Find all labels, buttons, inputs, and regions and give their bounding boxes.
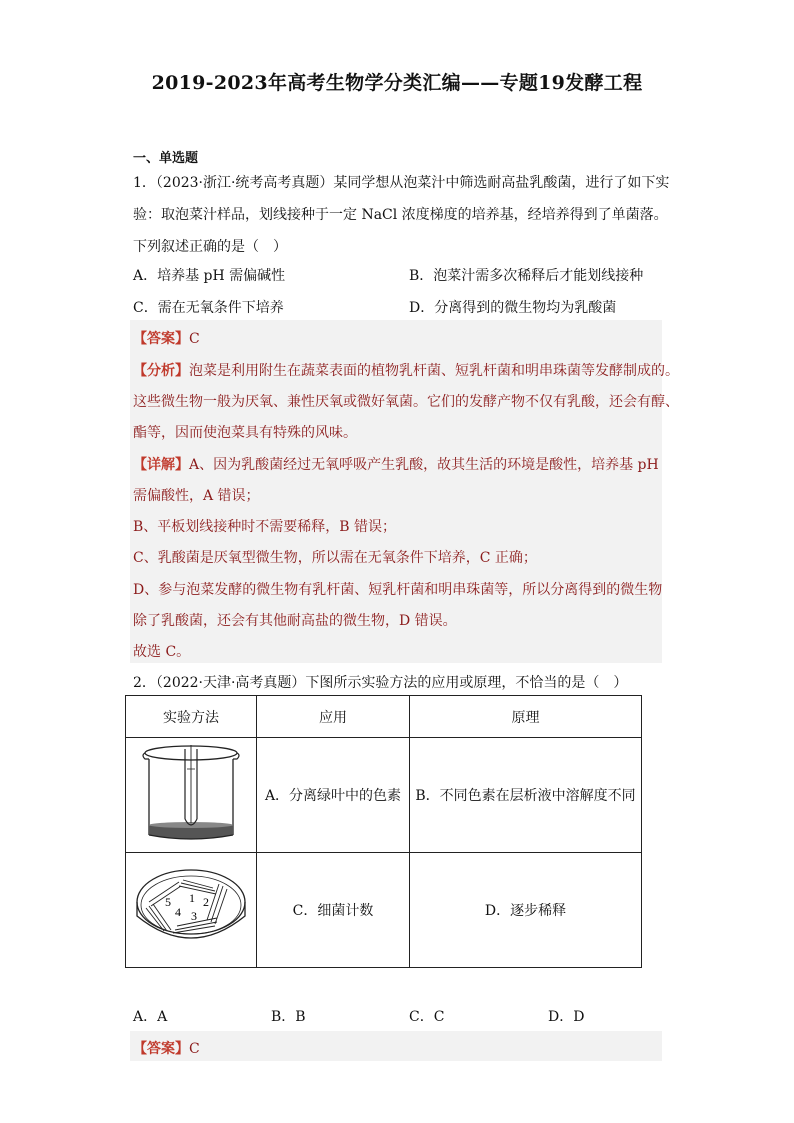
q2-choice-d: D．D (548, 1009, 585, 1025)
analysis-text: 泡菜是利用附生在蔬菜表面的植物乳杆菌、短乳杆菌和明串珠菌等发酵制成的。 (189, 363, 679, 379)
analysis-tag: 【分析】 (133, 363, 189, 379)
chromatography-apparatus-figure (135, 739, 247, 847)
table-row (126, 738, 642, 853)
q1-option-c: C．需在无氧条件下培养 (133, 300, 284, 316)
q2-answer (133, 1038, 200, 1058)
header-application: 应用 (257, 696, 410, 738)
row2-principle: D．逐步稀释 (410, 853, 642, 968)
table-row (126, 853, 642, 968)
q1-conclusion: 故选 C。 (133, 644, 191, 660)
q1-detail-line-2: 需偏酸性，A 错误； (133, 488, 260, 504)
plate-number-2: 2 (203, 895, 209, 909)
table-header-row (126, 696, 642, 738)
streak-plate-figure-cell (126, 853, 257, 968)
q1-stem-line-3: 下列叙述正确的是（ ） (133, 239, 287, 255)
row1-principle: B．不同色素在层析液中溶解度不同 (410, 738, 642, 853)
row2-application: C．细菌计数 (257, 853, 410, 968)
q2-choice-c: C．C (409, 1009, 445, 1025)
q1-analysis-line-3: 酯等，因而使泡菜具有特殊的风味。 (133, 425, 357, 441)
q1-analysis-line-1 (133, 360, 679, 380)
q2-answer-box (130, 1031, 662, 1061)
q1-option-a: A．培养基 pH 需偏碱性 (133, 268, 286, 284)
plate-number-3: 3 (191, 909, 197, 923)
answer-tag: 【答案】 (133, 331, 189, 347)
q1-detail-line-4: C、乳酸菌是厌氧型微生物，所以需在无氧条件下培养，C 正确； (133, 550, 537, 566)
q1-detail-line-5: D、参与泡菜发酵的微生物有乳杆菌、短乳杆菌和明串珠菌等，所以分离得到的微生物 (133, 582, 663, 598)
experiment-table (125, 695, 642, 968)
q1-option-b: B．泡菜汁需多次稀释后才能划线接种 (409, 268, 644, 284)
q1-detail-line-6: 除了乳酸菌，还会有其他耐高盐的微生物，D 错误。 (133, 613, 457, 629)
q2-stem: 2．（2022·天津·高考真题）下图所示实验方法的应用或原理，不恰当的是（ ） (133, 675, 628, 691)
row1-application: A．分离绿叶中的色素 (257, 738, 410, 853)
q1-analysis-line-2: 这些微生物一般为厌氧、兼性厌氧或微好氧菌。它们的发酵产物不仅有乳酸，还会有醇、 (133, 394, 679, 410)
streak-plate-figure (131, 858, 251, 958)
plate-number-5: 5 (165, 895, 171, 909)
q2-choice-b: B．B (271, 1009, 306, 1025)
chromatography-figure-cell (126, 738, 257, 853)
answer-value: C (189, 1041, 200, 1057)
header-principle: 原理 (410, 696, 642, 738)
plate-number-4: 4 (175, 905, 181, 919)
plate-number-1: 1 (189, 891, 195, 905)
document-title: 2019-2023年高考生物学分类汇编——专题19发酵工程 (151, 72, 643, 94)
section-heading: 一、单选题 (133, 151, 199, 166)
q1-answer (133, 328, 200, 348)
q2-choice-a: A．A (133, 1009, 168, 1025)
q1-detail-line-3: B、平板划线接种时不需要稀释，B 错误； (133, 519, 397, 535)
header-method: 实验方法 (126, 696, 257, 738)
q1-stem-line-2: 验：取泡菜汁样品，划线接种于一定 NaCl 浓度梯度的培养基，经培养得到了单菌落。 (133, 207, 668, 223)
answer-value: C (189, 331, 200, 347)
q1-detail-line-1 (133, 454, 659, 474)
q1-option-d: D．分离得到的微生物均为乳酸菌 (409, 300, 617, 316)
answer-tag: 【答案】 (133, 1041, 189, 1057)
detail-text: A、因为乳酸菌经过无氧呼吸产生乳酸，故其生活的环境是酸性，培养基 pH (189, 457, 659, 473)
detail-tag: 【详解】 (133, 457, 189, 473)
q1-stem-line-1: 1．（2023·浙江·统考高考真题）某同学想从泡菜汁中筛选耐高盐乳酸菌，进行了如下实 (133, 175, 670, 191)
